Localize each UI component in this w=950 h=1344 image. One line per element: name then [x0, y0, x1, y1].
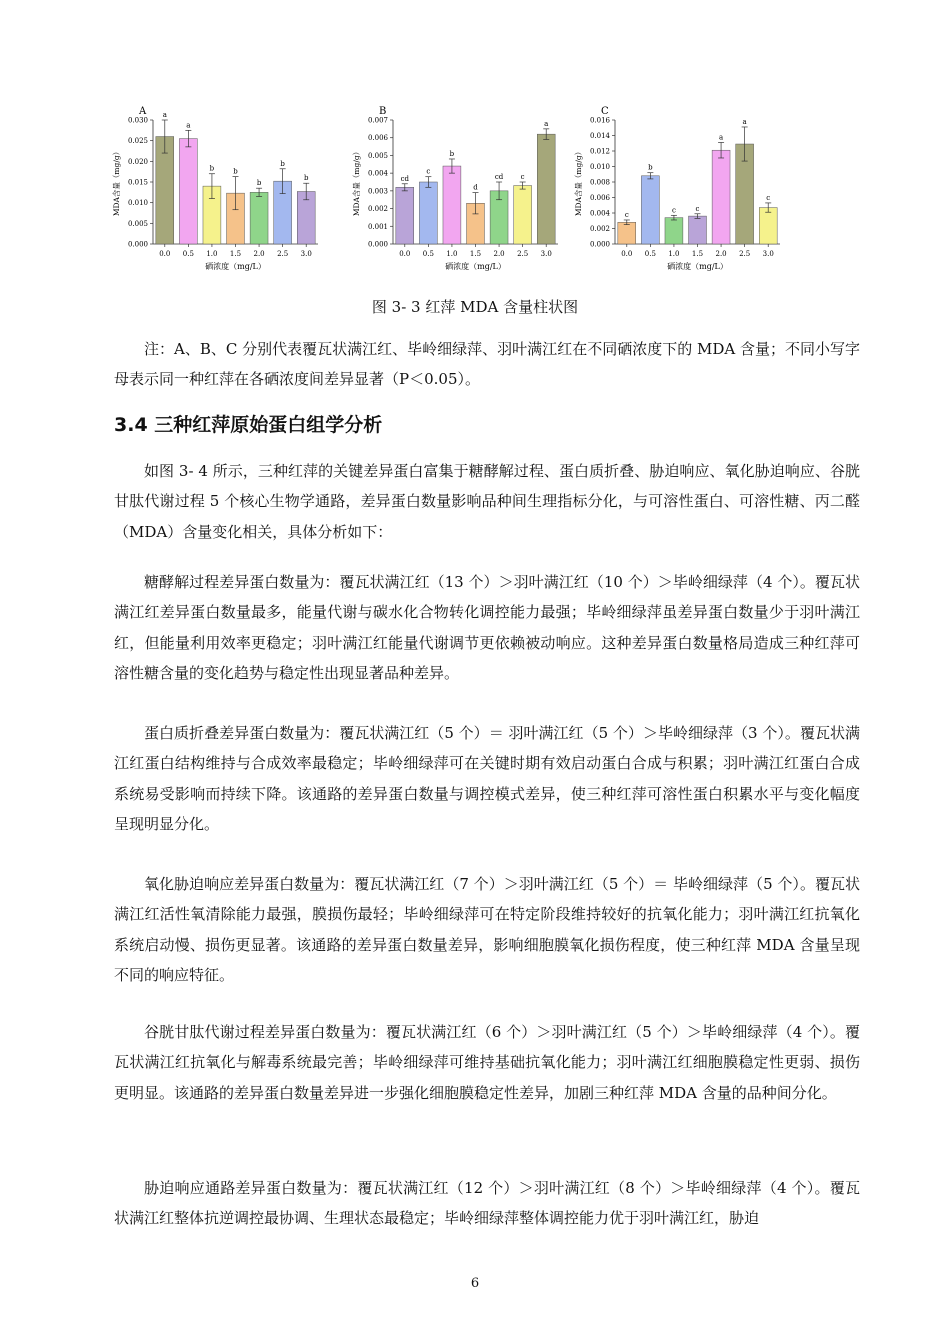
y-tick-label: 0.000: [127, 240, 148, 249]
x-tick-label: 2.0: [715, 250, 727, 258]
chart-svg-b: [348, 100, 563, 275]
y-tick-label: 0.012: [589, 147, 610, 156]
y-axis-label: MDA含量（mg/g）: [574, 147, 583, 217]
y-tick-label: 0.020: [127, 157, 148, 166]
x-tick-label: 2.0: [253, 250, 265, 258]
bar: [396, 187, 414, 244]
section-heading: 3.4 三种红萍原始蛋白组学分析: [114, 414, 383, 436]
bar: [618, 222, 636, 244]
significance-letter: b: [256, 179, 262, 188]
bar: [443, 166, 461, 244]
significance-letter: b: [280, 159, 285, 168]
paragraph-protein-folding: 蛋白质折叠差异蛋白数量为：覆瓦状满江红（5 个）＝ 羽叶满江红（5 个）＞毕岭细绿萍（3 个）。覆瓦状满江红蛋白结构维持与合成效率最稳定；毕岭细绿萍可在关键时期有效启动蛋白合成与积累；羽叶满江红蛋白合成系统易受影响而持续下降。该通路的差异蛋白数量与调控模式差异，使三种红萍可溶性蛋白积累水平与变化幅度呈现明显分化。: [114, 724, 860, 833]
x-tick-label: 3.0: [300, 250, 312, 258]
panel-label: A: [139, 106, 147, 117]
bar: [250, 192, 268, 244]
significance-letter: c: [671, 206, 676, 215]
x-axis-label: 硒浓度（mg/L）: [667, 262, 728, 271]
significance-letter: c: [766, 193, 771, 202]
bar: [537, 134, 555, 244]
y-tick-label: 0.002: [367, 205, 388, 214]
significance-letter: d: [473, 183, 478, 192]
chart-panel-c: [570, 100, 785, 275]
chart-panel-b: [348, 100, 563, 275]
x-tick-label: 1.5: [691, 250, 704, 258]
figure-note: 注：A、B、C 分别代表覆瓦状满江红、毕岭细绿萍、羽叶满江红在不同硒浓度下的 MDA 含量；不同小写字母表示同一种红萍在各硒浓度间差异显著（P＜0.05）。: [114, 340, 860, 389]
bar: [689, 216, 707, 244]
y-tick-label: 0.015: [127, 178, 148, 187]
y-tick-label: 0.004: [589, 209, 610, 218]
x-tick-label: 0.0: [159, 250, 171, 258]
y-tick-label: 0.010: [127, 199, 148, 208]
x-tick-label: 2.5: [739, 250, 751, 258]
x-tick-label: 2.5: [517, 250, 529, 258]
y-tick-label: 0.014: [589, 132, 610, 140]
significance-letter: cd: [400, 174, 409, 183]
bar: [514, 186, 532, 244]
figure-caption: 图 3- 3 红萍 MDA 含量柱状图: [371, 298, 579, 316]
y-axis-label: MDA含量（mg/g）: [112, 147, 121, 217]
paragraph-glutathione: 谷胱甘肽代谢过程差异蛋白数量为：覆瓦状满江红（6 个）＞羽叶满江红（5 个）＞毕岭细绿萍（4 个）。覆瓦状满江红抗氧化与解毒系统最完善；毕岭细绿萍可维持基础抗氧化能力；羽叶满江红细胞膜稳定性更弱、损伤更明显。该通路的差异蛋白数量差异进一步强化细胞膜稳定性差异，加剧三种红萍 MDA 含量的品种间分化。: [114, 1023, 860, 1102]
page-number: 6: [470, 1276, 480, 1291]
y-tick-label: 0.002: [589, 225, 610, 233]
bar: [759, 208, 777, 244]
y-axis-label: MDA含量（mg/g）: [352, 147, 361, 217]
bar: [641, 176, 659, 244]
y-tick-label: 0.000: [589, 240, 610, 249]
y-tick-label: 0.001: [367, 222, 388, 231]
significance-letter: b: [233, 167, 238, 176]
paragraph-stress-response: 胁迫响应通路差异蛋白数量为：覆瓦状满江红（12 个）＞羽叶满江红（8 个）＞毕岭细绿萍（4 个）。覆瓦状满江红整体抗逆调控最协调、生理状态最稳定；毕岭细绿萍整体调控能力优于羽叶满江红，胁迫: [114, 1179, 860, 1228]
y-tick-label: 0.006: [367, 134, 388, 143]
y-tick-label: 0.005: [367, 151, 388, 160]
figure-mda-bar-charts: [108, 100, 808, 280]
significance-letter: a: [544, 119, 549, 128]
significance-letter: b: [648, 163, 653, 172]
y-tick-label: 0.003: [367, 187, 388, 196]
significance-letter: cd: [494, 173, 504, 181]
significance-letter: c: [520, 173, 525, 181]
significance-letter: a: [186, 121, 191, 130]
significance-letter: b: [303, 174, 309, 183]
x-tick-label: 0.5: [182, 250, 194, 258]
paragraph-intro: 如图 3- 4 所示，三种红萍的关键差异蛋白富集于糖酵解过程、蛋白质折叠、胁迫响应、氧化胁迫响应、谷胱甘肽代谢过程 5 个核心生物学通路，差异蛋白数量影响品种间生理指标分化，与可溶性蛋白、可溶性糖、丙二醛（MDA）含量变化相关，具体分析如下：: [114, 462, 860, 541]
y-tick-label: 0.030: [127, 116, 148, 125]
y-tick-label: 0.005: [127, 219, 148, 228]
y-tick-label: 0.008: [589, 178, 610, 187]
significance-letter: a: [742, 117, 747, 126]
y-tick-label: 0.007: [367, 116, 388, 125]
x-tick-label: 1.0: [206, 250, 218, 258]
chart-panel-a: [108, 100, 323, 275]
y-tick-label: 0.010: [589, 163, 610, 171]
y-tick-label: 0.025: [127, 137, 148, 146]
bar: [665, 218, 683, 244]
y-tick-label: 0.000: [367, 240, 388, 249]
significance-letter: b: [449, 149, 455, 158]
significance-letter: c: [624, 210, 629, 219]
panel-label: B: [379, 106, 387, 117]
x-tick-label: 1.5: [469, 250, 482, 258]
significance-letter: b: [209, 164, 215, 173]
x-tick-label: 0.5: [644, 250, 656, 258]
y-tick-label: 0.006: [589, 194, 610, 202]
x-tick-label: 1.0: [446, 250, 458, 258]
x-tick-label: 3.0: [762, 250, 774, 258]
significance-letter: c: [695, 204, 700, 213]
x-tick-label: 1.5: [229, 250, 242, 258]
chart-svg-c: [570, 100, 785, 275]
x-axis-label: 硒浓度（mg/L）: [205, 262, 266, 271]
significance-letter: a: [162, 111, 167, 119]
x-tick-label: 0.0: [399, 250, 411, 258]
bar: [712, 150, 730, 244]
y-tick-label: 0.016: [589, 116, 610, 125]
x-tick-label: 2.0: [493, 250, 505, 258]
x-tick-label: 1.0: [668, 250, 680, 258]
bar: [419, 182, 437, 244]
paragraph-oxidative-stress: 氧化胁迫响应差异蛋白数量为：覆瓦状满江红（7 个）＞羽叶满江红（5 个）＝ 毕岭细绿萍（5 个）。覆瓦状满江红活性氧清除能力最强，膜损伤最轻；毕岭细绿萍可在特定阶段维持较好的抗氧化能力；羽叶满江红抗氧化系统启动慢、损伤更显著。该通路的差异蛋白数量差异，影响细胞膜氧化损伤程度，使三种红萍 MDA 含量呈现不同的响应特征。: [114, 875, 860, 984]
x-tick-label: 2.5: [277, 250, 289, 258]
x-tick-label: 0.0: [621, 250, 633, 258]
significance-letter: a: [718, 133, 724, 142]
bar: [179, 139, 197, 244]
chart-svg-a: [108, 100, 323, 275]
significance-letter: c: [426, 167, 431, 176]
x-tick-label: 3.0: [540, 250, 552, 258]
x-axis-label: 硒浓度（mg/L）: [445, 262, 506, 271]
y-tick-label: 0.004: [367, 169, 388, 178]
paragraph-glycolysis: 糖酵解过程差异蛋白数量为：覆瓦状满江红（13 个）＞羽叶满江红（10 个）＞毕岭细绿萍（4 个）。覆瓦状满江红差异蛋白数量最多，能量代谢与碳水化合物转化调控能力最强；毕岭细绿萍虽差异蛋白数量少于羽叶满江红，但能量利用效率更稳定；羽叶满江红能量代谢调节更依赖被动响应。这种差异蛋白数量格局造成三种红萍可溶性糖含量的变化趋势与稳定性出现显著品种差异。: [114, 573, 860, 682]
x-tick-label: 0.5: [422, 250, 434, 258]
panel-label: C: [601, 106, 609, 117]
